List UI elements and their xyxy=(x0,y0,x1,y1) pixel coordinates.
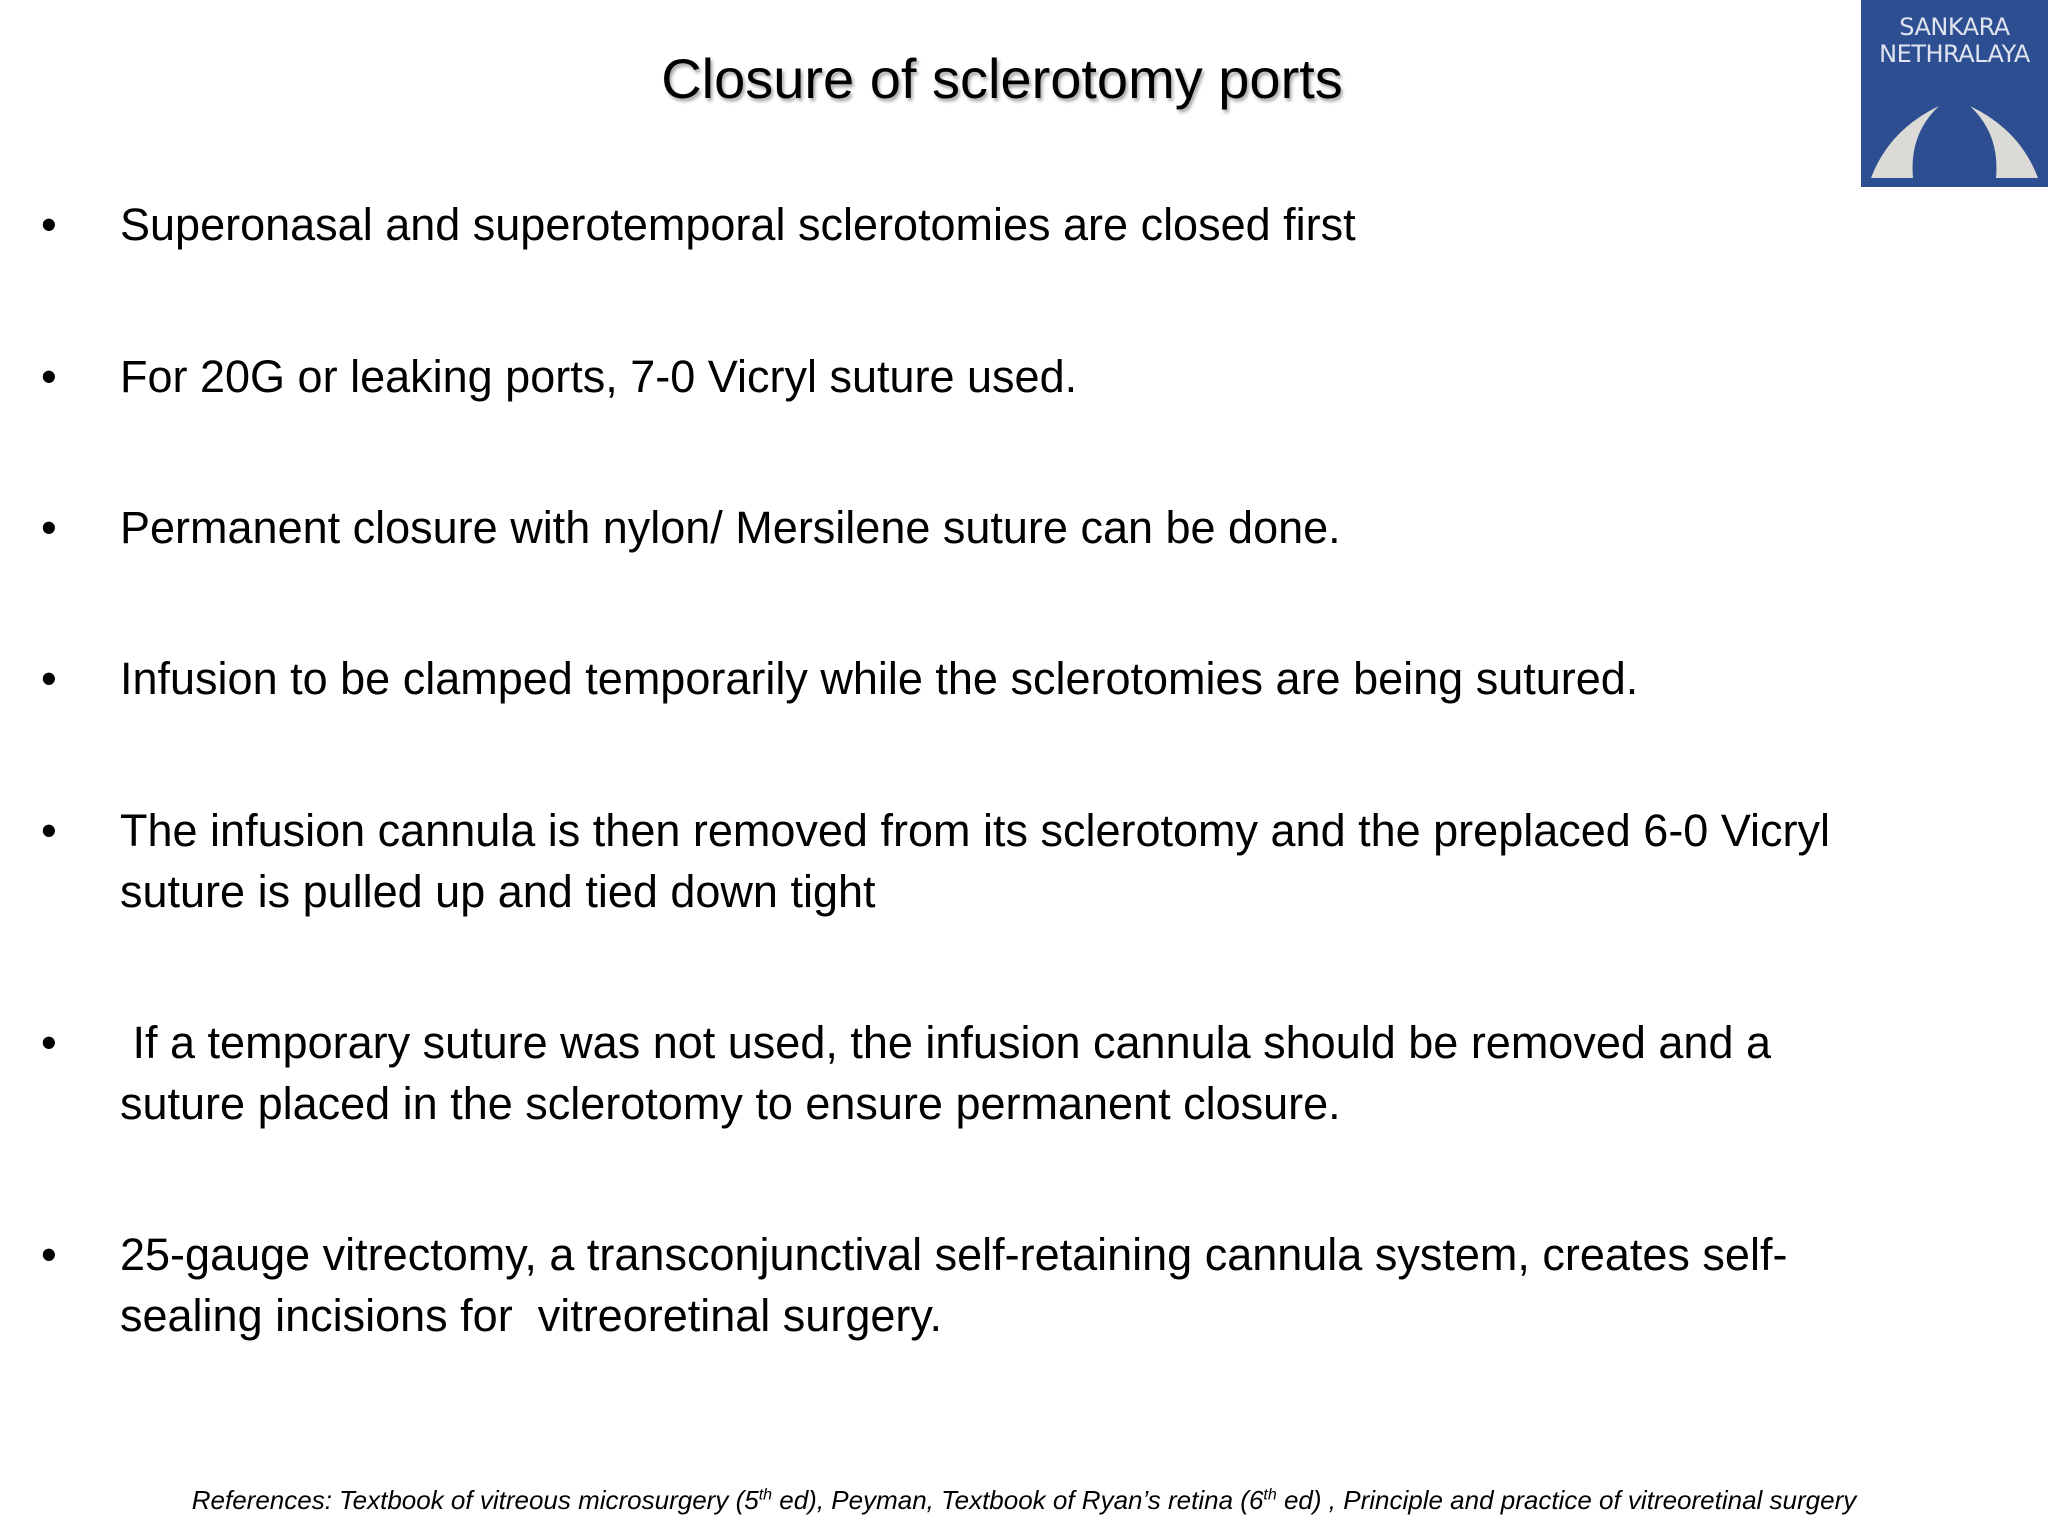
list-item xyxy=(41,1012,1920,1134)
list-item xyxy=(41,648,1920,709)
bullet-text-line: suture is pulled up and tied down tight xyxy=(120,866,876,917)
bullet-icon: • xyxy=(41,805,57,856)
references-superscript: th xyxy=(758,1486,773,1504)
references-footer xyxy=(0,1482,2048,1518)
bullet-icon: • xyxy=(41,199,57,250)
slide-title: Closure of sclerotomy ports xyxy=(661,47,1343,110)
references-text: ed) , Principle and practice of vitreoretinal surgery xyxy=(1276,1485,1857,1515)
bullet-icon: • xyxy=(41,1229,57,1280)
bullet-icon: • xyxy=(41,502,57,553)
bullet-text-line: Superonasal and superotemporal sclerotomies are closed first xyxy=(120,199,1356,250)
bullet-icon: • xyxy=(41,1017,57,1068)
bullet-text-line: sealing incisions for vitreoretinal surgery. xyxy=(120,1290,943,1341)
bullet-text-line: If a temporary suture was not used, the infusion cannula should be removed and a xyxy=(120,1017,1772,1068)
bullet-text-line: Infusion to be clamped temporarily while the sclerotomies are being sutured. xyxy=(120,653,1639,704)
bullet-text-line: suture placed in the sclerotomy to ensure permanent closure. xyxy=(120,1078,1341,1129)
logo-line-1: SANKARA xyxy=(1899,13,2010,41)
references-text: ed), Peyman, Textbook of Ryan’s retina (6 xyxy=(772,1485,1264,1515)
bullet-text-line: 25-gauge vitrectomy, a transconjunctival self-retaining cannula system, creates self- xyxy=(120,1229,1788,1280)
list-item xyxy=(41,346,1920,407)
bullet-text-line: The infusion cannula is then removed from its sclerotomy and the preplaced 6-0 Vicryl xyxy=(120,805,1831,856)
bullet-icon: • xyxy=(41,653,57,704)
references-text: References: Textbook of vitreous microsurgery (5 xyxy=(191,1485,759,1515)
list-item xyxy=(41,497,1920,558)
references-superscript: th xyxy=(1263,1486,1277,1504)
list-item xyxy=(41,1224,1920,1346)
list-item xyxy=(41,800,1920,922)
bullet-icon: • xyxy=(41,351,57,402)
bullet-text-line: For 20G or leaking ports, 7-0 Vicryl suture used. xyxy=(120,351,1078,402)
logo-line-2: NETHRALAYA xyxy=(1879,40,2030,68)
list-item xyxy=(41,194,1920,255)
bullet-text-line: Permanent closure with nylon/ Mersilene suture can be done. xyxy=(120,502,1341,553)
